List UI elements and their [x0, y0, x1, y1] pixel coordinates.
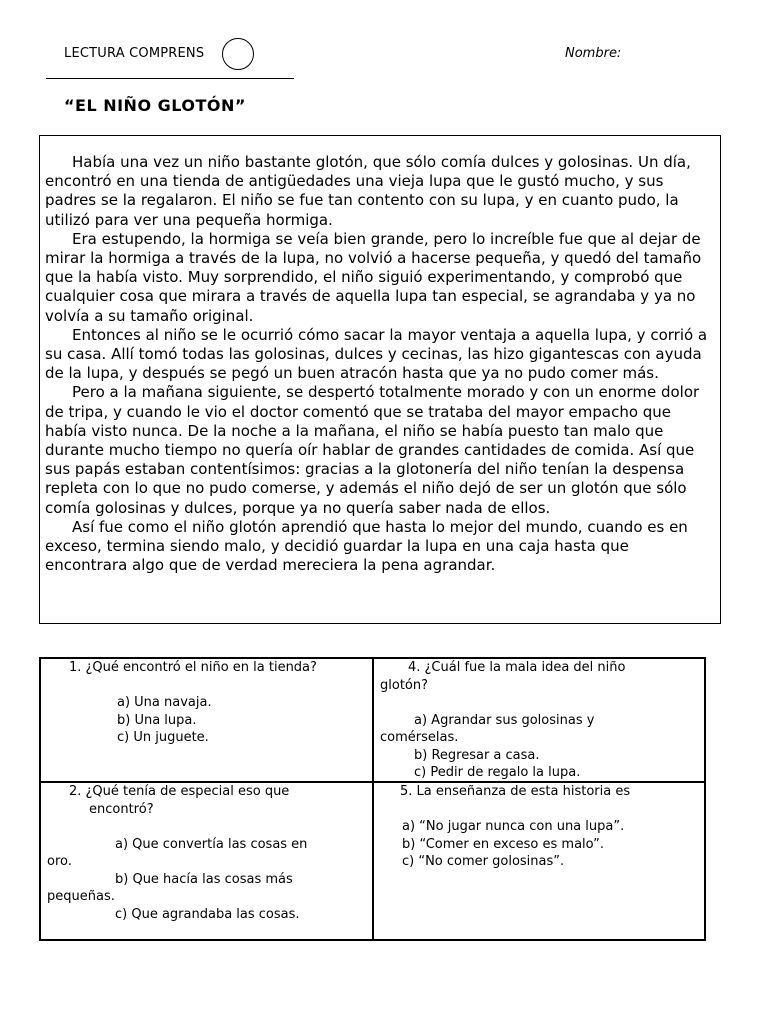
question-1-text: 1. ¿Qué encontró el niño en la tienda?: [69, 660, 317, 675]
header-underline: [46, 78, 294, 79]
question-4-cell: [373, 658, 705, 782]
question-2-text-line2: encontró?: [89, 801, 154, 817]
worksheet-title-start: LECTURA COMPRENS: [64, 46, 205, 61]
story-paragraph: Entonces al niño se le ocurrió cómo sacar la mayor ventaja a aquella lupa, y corrió a su casa. Allí tomó todas las golosinas, dulces y cecinas, las hizo gigantescas con ayuda de la lupa, y después se pegó un buen atracón hasta que ya no pudo comer más.: [45, 325, 708, 383]
spacer: [376, 801, 702, 819]
name-label: Nombre:: [565, 46, 622, 61]
question-2-option-c: c) Que agrandaba las cosas.: [115, 906, 300, 922]
hand-drawn-circle: [222, 38, 254, 70]
story-title: “EL NIÑO GLOTÓN”: [64, 96, 246, 115]
spacer: [376, 694, 702, 712]
question-4-option-a-line2: comérselas.: [380, 730, 459, 745]
spacer: [43, 818, 370, 836]
question-5-cell: [373, 782, 705, 940]
question-5-option-a: a) “No jugar nunca con una lupa”.: [402, 819, 625, 834]
question-5-option-c: c) “No comer golosinas”.: [402, 854, 565, 869]
question-2-text-line1: 2. ¿Qué tenía de especial eso que: [69, 784, 290, 799]
question-5-text: 5. La enseñanza de esta historia es: [400, 784, 631, 799]
question-2-option-b-line2: pequeñas.: [47, 889, 115, 904]
spacer: [43, 677, 370, 695]
question-4-option-c: c) Pedir de regalo la lupa.: [414, 765, 581, 780]
question-1-option-b: b) Una lupa.: [117, 712, 197, 728]
worksheet-header: [64, 46, 247, 61]
story-paragraph: Así fue como el niño glotón aprendió que hasta lo mejor del mundo, cuando es en exceso, termina siendo malo, y decidió guardar la lupa en una caja hasta que encontrara algo que de verdad mereciera la pena agrandar.: [45, 517, 688, 575]
question-4-text-line2: glotón?: [380, 677, 429, 693]
questions-table: [39, 657, 706, 941]
question-2-option-a-line2: oro.: [47, 854, 72, 869]
question-2-option-b-line1: b) Que hacía las cosas más: [115, 871, 293, 887]
story-text-box: [39, 135, 721, 624]
question-4-text-line1: 4. ¿Cuál fue la mala idea del niño: [408, 660, 626, 675]
question-2-option-a-line1: a) Que convertía las cosas en: [115, 836, 308, 852]
story-paragraph: Había una vez un niño bastante glotón, que sólo comía dulces y golosinas. Un día, encontró en una tienda de antigüedades una vieja lupa que le gustó mucho, y sus padres se la regalaron. El niño se fue tan contento con su lupa, y en cuanto pudo, la utilizó para ver una pequeña hormiga.: [45, 153, 691, 229]
question-4-option-a-line1: a) Agrandar sus golosinas y: [414, 712, 595, 728]
question-1-option-a: a) Una navaja.: [117, 695, 212, 710]
question-2-cell: [40, 782, 373, 940]
story-paragraph: Era estupendo, la hormiga se veía bien grande, pero lo increíble fue que al dejar de mirar la hormiga a través de la lupa, no volvió a hacerse pequeña, y quedó del tamaño que la había visto. Muy sorprendido, el niño siguió experimentando, y comprobó que cualquier cosa que mirara a través de aquella lupa tan especial, se agrandaba y ya no volvía a su tamaño original.: [45, 229, 702, 325]
question-1-option-c: c) Un juguete.: [117, 730, 209, 745]
question-4-option-b: b) Regresar a casa.: [414, 747, 540, 763]
question-1-cell: [40, 658, 373, 782]
story-paragraph: Pero a la mañana siguiente, se despertó totalmente morado y con un enorme dolor de tripa, y cuando le vio el doctor comentó que se trataba del mayor empacho que había visto nunca. De la noche a la mañana, el niño se había puesto tan malo que durante mucho tiempo no quería oír hablar de grandes cantidades de comida. Así que sus papás estaban contentísimos: gracias a la glotonería del niño tenían la despensa repleta con lo que no pudo comerse, y además el niño dejó de ser un glotón que sólo comía golosinas y dulces, porque ya no quería saber nada de ellos.: [45, 383, 700, 517]
question-5-option-b: b) “Comer en exceso es malo”.: [402, 836, 605, 852]
